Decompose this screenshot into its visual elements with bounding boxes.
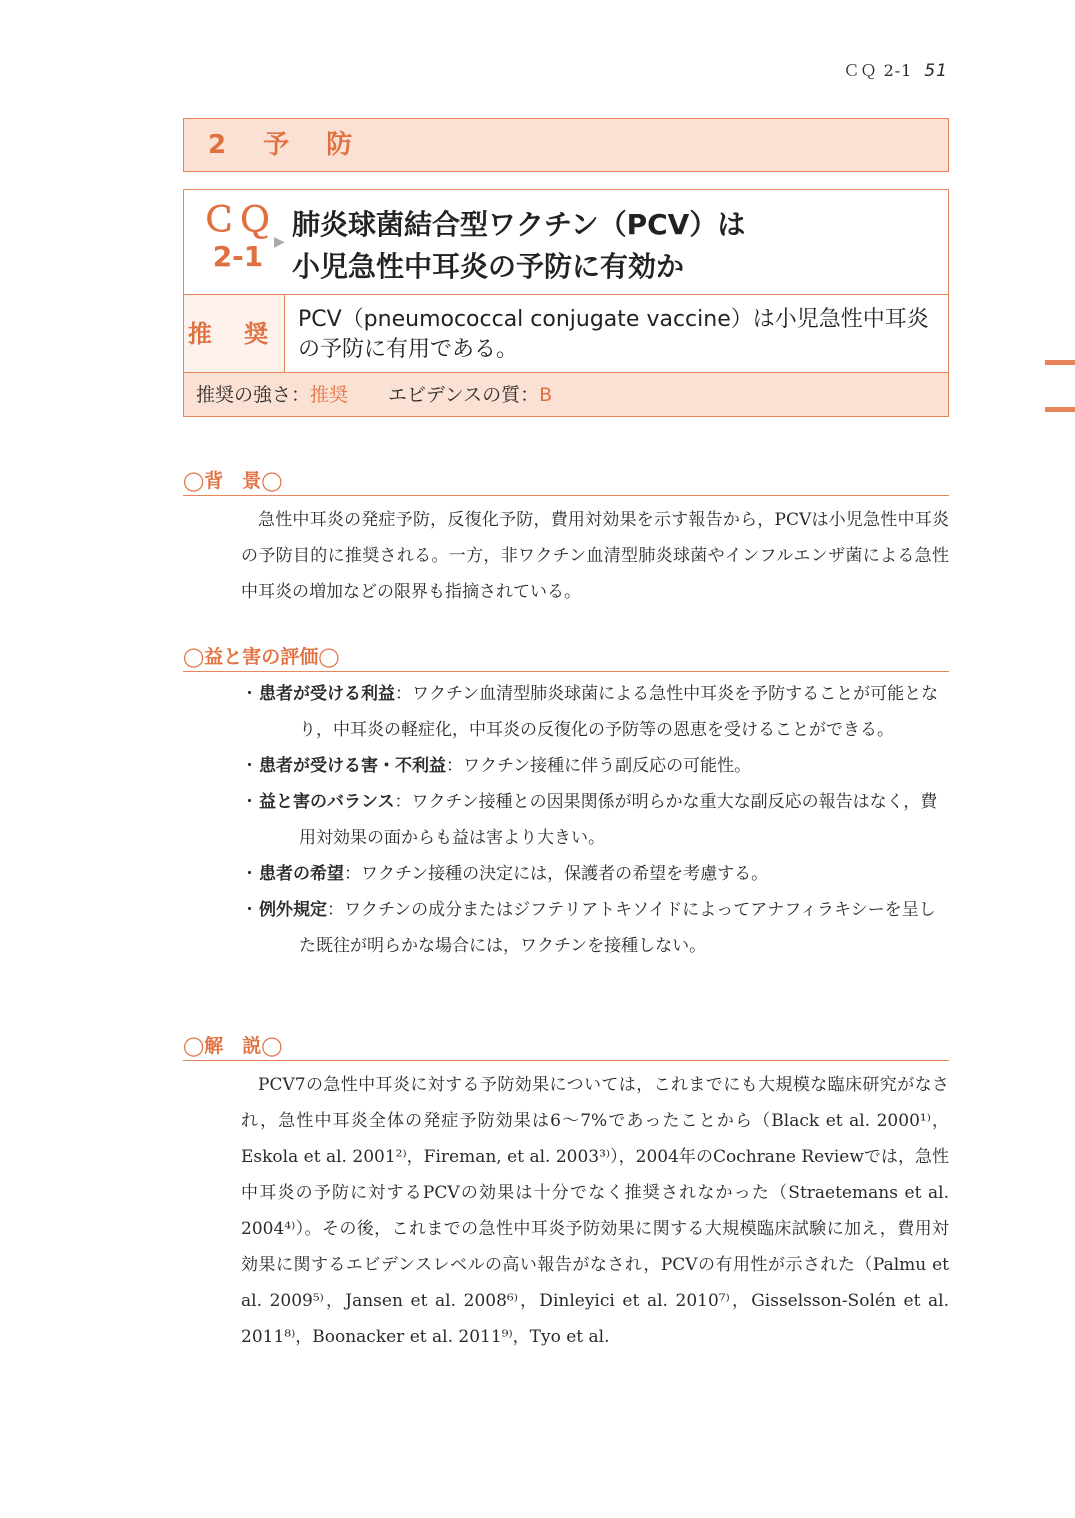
- list-item: ・例外規定：ワクチンの成分またはジフテリアトキソイドによってアナフィラキシーを呈した既往が明らかな場合には，ワクチンを接種しない。: [241, 900, 936, 956]
- section-title: 2 予 防: [183, 118, 949, 172]
- cq-label: [198, 200, 278, 274]
- running-header: [844, 58, 949, 81]
- list-item: ・益と害のバランス：ワクチン接種との因果関係が明らかな重大な副反応の報告はなく，費用対効果の面からも益は害より大きい。: [241, 792, 938, 848]
- benefit-list: [241, 676, 949, 964]
- strength-label: 推奨の強さ：: [196, 384, 311, 406]
- recommendation-text: PCV（pneumococcal conjugate vaccine）は小児急性中耳炎の予防に有用である。: [298, 307, 929, 362]
- recommendation-label: 推 奨: [184, 295, 285, 373]
- cq-label-top: ＣＱ: [202, 200, 274, 240]
- evidence-value: B: [539, 384, 553, 406]
- header-label: ＣＱ 2-1: [843, 61, 913, 80]
- cq-title-line1: 肺炎球菌結合型ワクチン（PCV）は: [292, 208, 746, 241]
- list-item: ・患者が受ける利益：ワクチン血清型肺炎球菌による急性中耳炎を予防することが可能となり，中耳炎の軽症化，中耳炎の反復化の予防等の恩恵を受けることができる。: [241, 684, 939, 740]
- page-number: 51: [924, 61, 948, 81]
- cq-title: [292, 204, 745, 288]
- cq-label-number: 2-1: [212, 240, 264, 273]
- benefit-heading: ◯益と害の評価◯: [183, 643, 949, 672]
- strength-row: [184, 372, 948, 416]
- commentary-text: PCV7の急性中耳炎に対する予防効果については，これまでにも大規模な臨床研究がなされ，急性中耳炎全体の発症予防効果は6～7%であったことから（Black et al. 2000¹⁾，Eskola et al. 2001²⁾，Fireman, et al. 2003³⁾），2004年のCochrane Reviewでは，急性中耳炎の予防に対するPCVの効果は十分でなく推奨されなかった（Straetemans et al. 2004⁴⁾）。その後，これまでの急性中耳炎予防効果に関する大規模臨床試験に加え，費用対効果に関するエビデンスレベルの高い報告がなされ，PCVの有用性が示された（Palmu et al. 2009⁵⁾，Jansen et al. 2008⁶⁾，Dinleyici et al. 2010⁷⁾，Gisselsson-Solén et al. 2011⁸⁾，Boonacker et al. 2011⁹⁾，Tyo et al.: [241, 1075, 949, 1347]
- recommendation-row: [184, 294, 948, 373]
- list-item: ・患者が受ける害・不利益：ワクチン接種に伴う副反応の可能性。: [241, 756, 752, 776]
- evidence-label: エビデンスの質：: [388, 384, 540, 406]
- commentary-paragraph: [241, 1067, 949, 1355]
- cq-title-line2: 小児急性中耳炎の予防に有効か: [292, 250, 685, 283]
- list-item: ・患者の希望：ワクチン接種の決定には，保護者の希望を考慮する。: [241, 864, 769, 884]
- background-paragraph: [241, 502, 949, 610]
- background-text: 急性中耳炎の発症予防，反復化予防，費用対効果を示す報告から，PCVは小児急性中耳炎の予防目的に推奨される。一方，非ワクチン血清型肺炎球菌やインフルエンザ菌による急性中耳炎の増加などの限界も指摘されている。: [241, 510, 949, 602]
- thumb-index-tab: [1045, 360, 1075, 412]
- cq-box: [183, 189, 949, 417]
- commentary-heading: ◯解 説◯: [183, 1032, 949, 1061]
- background-heading: ◯背 景◯: [183, 467, 949, 496]
- arrow-icon: ▶: [274, 234, 285, 250]
- strength-value: 推奨: [310, 384, 349, 406]
